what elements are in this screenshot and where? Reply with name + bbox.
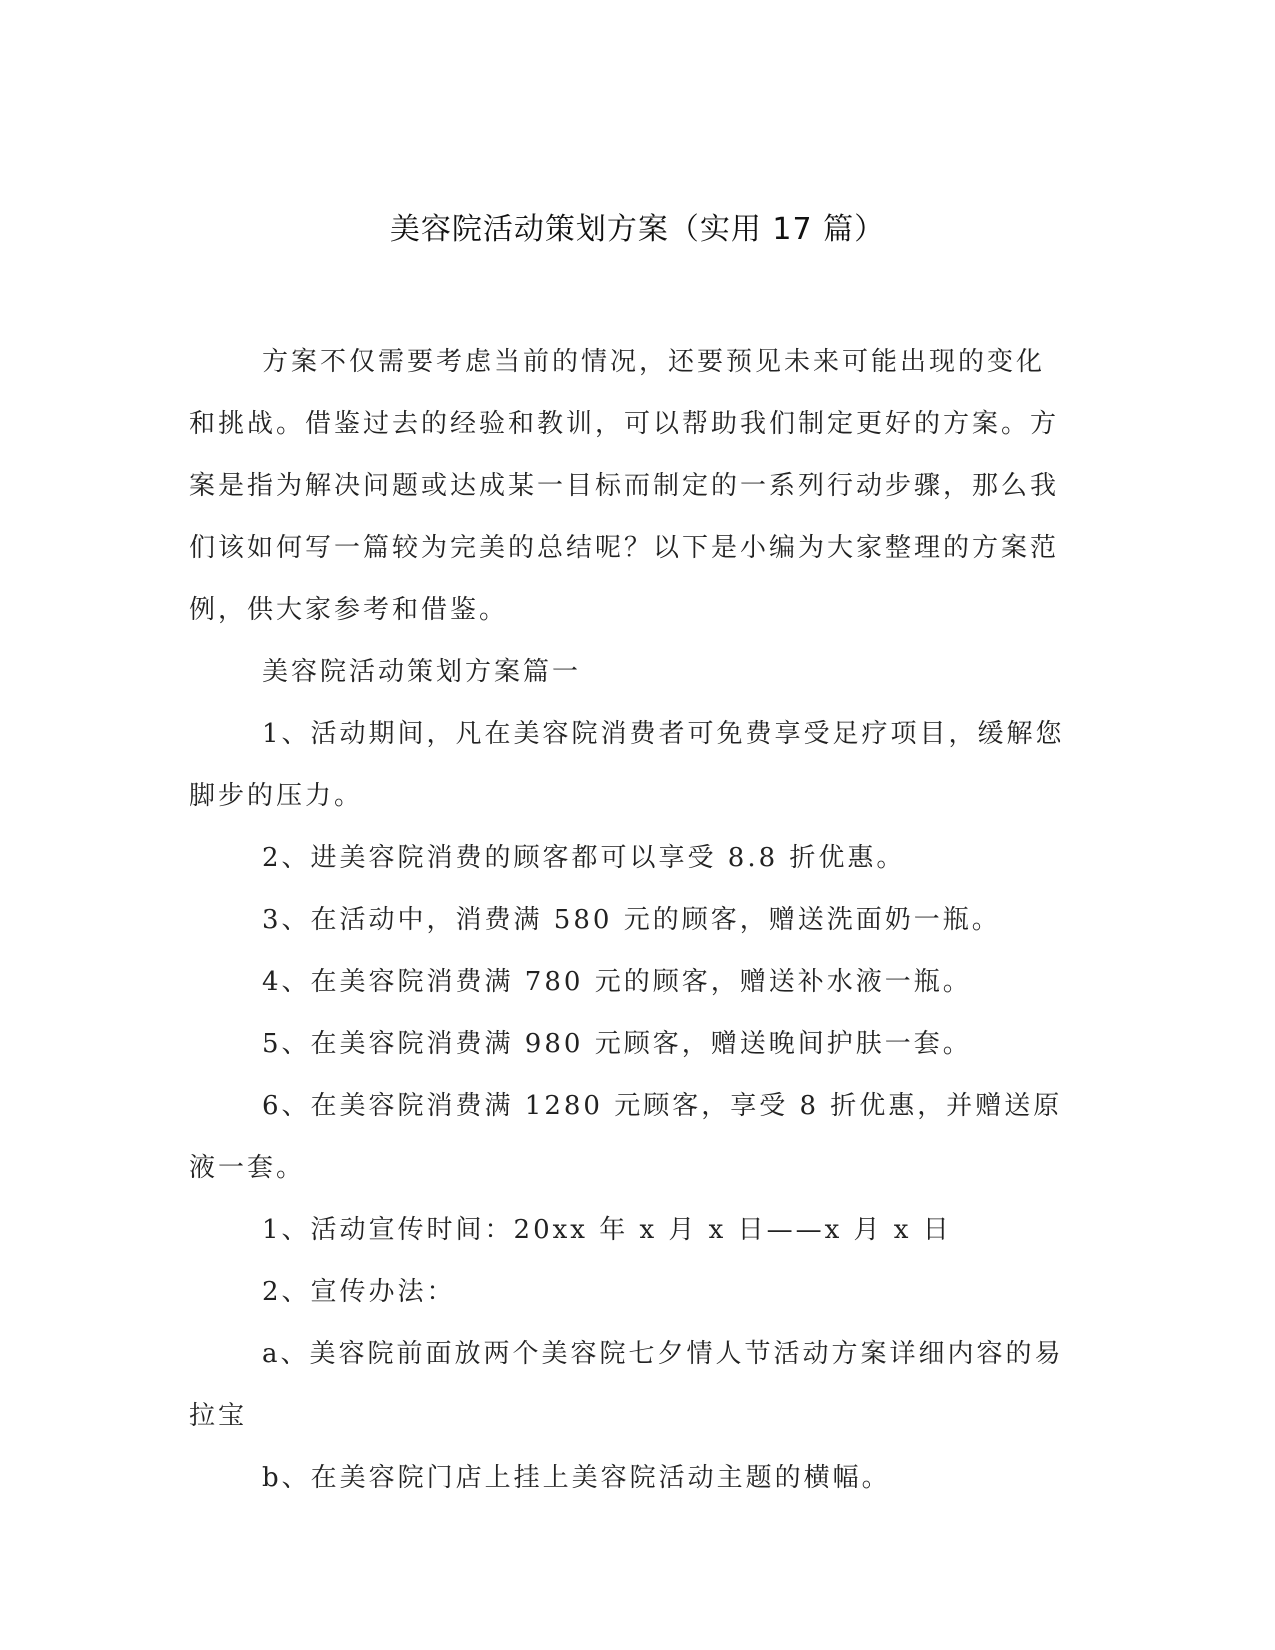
list-item: b、在美容院门店上挂上美容院活动主题的横幅。	[262, 1463, 891, 1493]
intro-paragraph: 方案不仅需要考虑当前的情况，还要预见未来可能出现的变化和挑战。借鉴过去的经验和教训，可以帮助我们制定更好的方案。方案是指为解决问题或达成某一目标而制定的一系列行动步骤，那么我们该如何写一篇较为完美的总结呢？以下是小编为大家整理的方案范例，供大家参考和借鉴。	[189, 347, 1060, 625]
list-item: a、美容院前面放两个美容院七夕情人节活动方案详细内容的易拉宝	[189, 1339, 1064, 1431]
list-item: 5、在美容院消费满 980 元顾客，赠送晚间护肤一套。	[262, 1029, 972, 1059]
section-heading: 美容院活动策划方案篇一	[262, 657, 582, 687]
list-item: 3、在活动中，消费满 580 元的顾客，赠送洗面奶一瓶。	[262, 905, 1001, 935]
list-item: 1、活动宣传时间：20xx 年 x 月 x 日——x 月 x 日	[262, 1215, 952, 1245]
list-item: 6、在美容院消费满 1280 元顾客，享受 8 折优惠，并赠送原液一套。	[189, 1091, 1063, 1183]
document-body	[189, 331, 1069, 1509]
list-item: 2、进美容院消费的顾客都可以享受 8.8 折优惠。	[262, 843, 906, 873]
list-item: 1、活动期间，凡在美容院消费者可免费享受足疗项目，缓解您脚步的压力。	[189, 719, 1065, 811]
document-title: 美容院活动策划方案（实用 17 篇）	[389, 212, 886, 247]
list-item: 4、在美容院消费满 780 元的顾客，赠送补水液一瓶。	[262, 967, 972, 997]
list-item: 2、宣传办法：	[262, 1277, 456, 1307]
